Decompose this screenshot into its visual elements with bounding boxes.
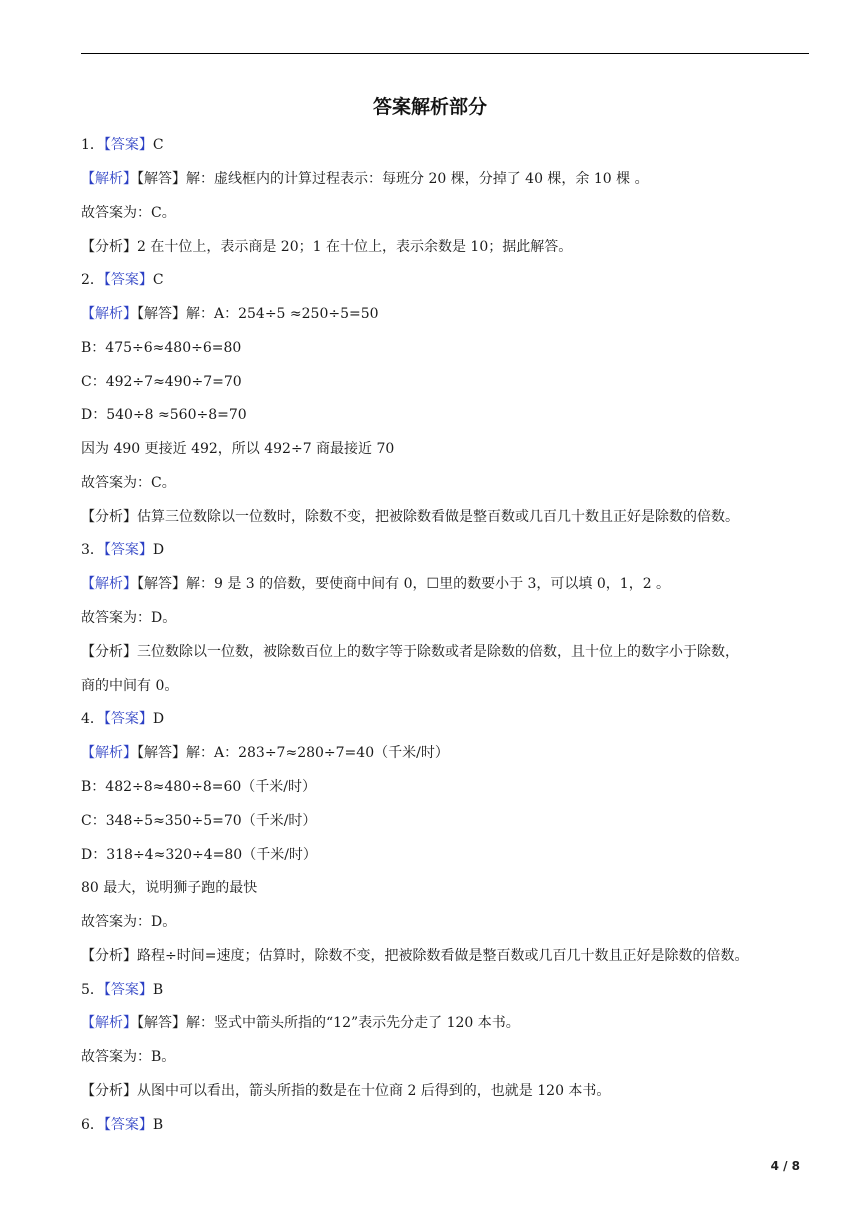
q4-explanation-tag: 【解析】 [81,745,137,761]
page-title: 答案解析部分 [372,96,487,118]
q4-answer-tag: 【答案】 [103,711,153,727]
q6-answer-line [81,1115,816,1135]
q3-number: 3． [81,542,104,558]
q1-answer-line [81,135,816,155]
q4-answer: D [152,711,165,727]
q1-explanation-tag: 【解析】 [81,171,137,187]
q2-answer-line [81,270,816,290]
q4-option-b: B：482÷8≈480÷8=60（千米/时） [81,779,316,795]
q5-answer-line [81,980,816,1000]
q2-answer: C [152,272,164,288]
q3-analysis-line2: 商的中间有 0。 [81,678,179,694]
q4-analysis: 【分析】路程÷时间=速度；估算时，除数不变，把被除数看做是整百数或几百几十数且正好是除数的倍数。 [81,948,749,964]
q2-option-b: B：475÷6≈480÷6=80 [81,340,242,356]
q3-conclusion: 故答案为：D。 [81,610,177,626]
q3-answer: D [152,542,165,558]
q6-answer: B [152,1117,164,1133]
q2-number: 2． [81,272,104,288]
q1-conclusion: 故答案为：C。 [81,205,176,221]
q4-option-d: D：318÷4≈320÷4=80（千米/时） [81,847,317,863]
q5-explanation-text: 【解答】解：竖式中箭头所指的“12”表示先分走了 120 本书。 [137,1015,520,1031]
q5-number: 5． [81,982,104,998]
q4-number: 4． [81,711,104,727]
q1-answer-tag: 【答案】 [103,137,153,153]
q3-explanation-tag: 【解析】 [81,576,137,592]
q4-explanation-text: 【解答】解：A：283÷7≈280÷7=40（千米/时） [137,745,449,761]
q3-answer-line [81,540,816,560]
header-rule [81,53,809,54]
q3-answer-tag: 【答案】 [103,542,153,558]
q4-reason: 80 最大，说明狮子跑的最快 [81,880,258,896]
page-number: 4 / 8 [770,1159,800,1173]
q2-explanation-text: 【解答】解：A：254÷5 ≈250÷5=50 [137,306,379,322]
q2-option-c: C：492÷7≈490÷7=70 [81,374,242,390]
q1-number: 1． [81,137,104,153]
q2-answer-tag: 【答案】 [103,272,153,288]
q4-explanation [81,743,816,763]
q6-answer-tag: 【答案】 [103,1117,153,1133]
q4-option-c: C：348÷5≈350÷5=70（千米/时） [81,813,317,829]
q4-answer-line [81,709,816,729]
q5-explanation [81,1013,816,1033]
q5-conclusion: 故答案为：B。 [81,1049,176,1065]
q2-option-d: D：540÷8 ≈560÷8=70 [81,407,247,423]
q1-explanation [81,169,816,189]
q2-explanation-tag: 【解析】 [81,306,137,322]
q1-explanation-text: 【解答】解：虚线框内的计算过程表示：每班分 20 棵，分掉了 40 棵，余 10 棵 。 [137,171,649,187]
q5-answer-tag: 【答案】 [103,982,153,998]
q4-conclusion: 故答案为：D。 [81,914,177,930]
q2-explanation [81,304,816,324]
q5-answer: B [152,982,164,998]
q3-explanation [81,574,816,594]
q1-analysis: 【分析】2 在十位上，表示商是 20；1 在十位上，表示余数是 10；据此解答。 [81,239,573,255]
q5-analysis: 【分析】从图中可以看出，箭头所指的数是在十位商 2 后得到的，也就是 120 本书。 [81,1083,611,1099]
q5-explanation-tag: 【解析】 [81,1015,137,1031]
q1-answer: C [152,137,164,153]
q3-explanation-text: 【解答】解：9 是 3 的倍数，要使商中间有 0，☐里的数要小于 3，可以填 0，1，2 。 [137,576,671,592]
q2-reason: 因为 490 更接近 492，所以 492÷7 商最接近 70 [81,441,395,457]
q2-conclusion: 故答案为：C。 [81,475,176,491]
q3-analysis-line1: 【分析】三位数除以一位数，被除数百位上的数字等于除数或者是除数的倍数，且十位上的数字小于除数， [81,644,739,660]
q6-number: 6． [81,1117,104,1133]
q2-analysis: 【分析】估算三位数除以一位数时，除数不变，把被除数看做是整百数或几百几十数且正好是除数的倍数。 [81,509,739,525]
